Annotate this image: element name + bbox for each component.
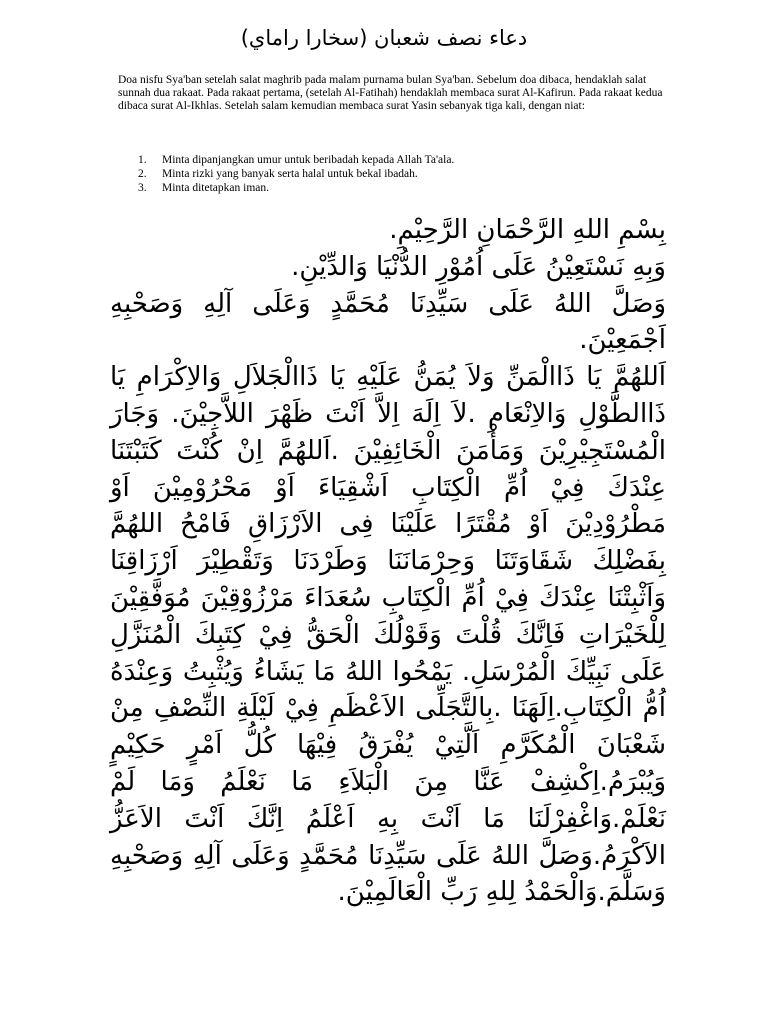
list-item-number: 3. xyxy=(138,182,147,194)
list-item-number: 2. xyxy=(138,168,147,180)
basmalah: بِسْمِ اللهِ الرَّحْمَانِ الرَّحِيْمِ. xyxy=(389,215,666,245)
list-item xyxy=(138,167,658,181)
intro-paragraph: Doa nisfu Sya'ban setelah salat maghrib pada malam purnama bulan Sya'ban. Sebelum doa dibaca, hendaklah salat sunnah dua rakaat. Pada rakaat pertama, (setelah Al-Fatihah) hendaklah membaca surat Al-Kafirun. Pada rakaat kedua dibaca surat Al-Ikhlas. Setelah salam kemudian membaca surat Yasin sebanyak tiga kali, dengan niat: xyxy=(118,74,663,113)
list-item-number: 1. xyxy=(138,154,147,166)
list-item-text: Minta ditetapkan iman. xyxy=(162,182,269,194)
list-item-text: Minta dipanjangkan umur untuk beribadah kepada Allah Ta'ala. xyxy=(162,154,455,166)
intentions-list xyxy=(138,153,658,195)
list-item xyxy=(138,181,658,195)
page-title: دعاء نصف شعبان (سخارا راماي) xyxy=(240,26,528,50)
arabic-prayer-text xyxy=(110,212,666,911)
list-item xyxy=(138,153,658,167)
list-item-text: Minta rizki yang banyak serta halal untuk bekal ibadah. xyxy=(162,168,418,180)
salawat: وَصَلَّ اللهُ عَلَى سَيِّدِنَا مُحَمَّدٍ وَعَلَى آلِهِ وَصَحْبِهِ اَجْمَعِيْنَ. xyxy=(110,288,666,356)
prayer-body: اَللهُمَّ يَا ذَاالْمَنِّ وَلاَ يُمَنُّ عَلَيْهِ يَا ذَاالْجَلاَلِ وَالاِكْرَامِ يَا ذَاالطَّوْلِ وَالاِنْعَامِ .لاَ اِلَهَ اِلاَّ اَنْتَ ظَهْرَ اللاَّجِيْنَ. وَجَارَ الْمُسْتَجِيْرِيْنَ وَمَأْمَنَ الْخَائِفِيْنَ .اَللهُمَّ اِنْ كُنْتَ كَتَبْتَنَا عِنْدَكَ فِيْ اُمِّ الْكِتَابِ اَشْقِيَاءَ اَوْ مَحْرُوْمِيْنَ اَوْ مَطْرُوْدِيْنَ اَوْ مُقْتَرًا عَلَيْنَا فِى الاَرْزَاقِ فَامْحُ اللهُمَّ بِفَضْلِكَ شَقَاوَتَنَا وَحِرْمَانَنَا وَطَرْدَنَا وَتَقْطِيْرَ اَرْزَاقِنَا وَاَثْبِتْنَا عِنْدَكَ فِيْ اُمِّ الْكِتَابِ سُعَدَاءَ مَرْزُوْقِيْنَ مُوَفَّقِيْنَ لِلْخَيْرَاتِ فَاِنَّكَ قُلْتَ وَقَوْلُكَ الْحَقُّ فِيْ كِتَبِكَ الْمُنَزَّلِ عَلَى نَبِيِّكَ الْمُرْسَلِ. يَمْحُوا اللهُ مَا يَشَاءُ وَيُثْبِتُ وَعِنْدَهُ اُمُّ الْكِتَابِ.اِلَهَنَا .بِالتَّجَلِّى الاَعْظَمِ فِيْ لَيْلَةِ النِّصْفِ مِنْ شَعْبَانَ الْمُكَرَّمِ اَلَّتِيْ يُفْرَقُ فِيْهَا كُلُّ اَمْرٍ حَكِيْمٍ وَيُبْرَمُ.اِكْشِفْ عَنَّا مِنَ الْبَلاَءِ مَا نَعْلَمُ وَمَا لَمْ نَعْلَمْ.وَاغْفِرْلَنَا مَا اَنْتَ بِهِ اَعْلَمُ اِنَّكَ اَنْتَ الاَعَزُّ الاَكْرَمُ.وَصَلَّ اللهُ عَلَى سَيِّدِنَا مُحَمَّدٍ وَعَلَى آلِهِ وَصَحْبِهِ وَسَلَّمَ.وَالْحَمْدُ لِلهِ رَبِّ الْعَالَمِيْنَ. xyxy=(110,362,666,908)
prayer-opening: وَبِهِ نَسْتَعِيْنُ عَلَى اُمُوْرِ الدُّنْيَا وَالدِّيْنِ. xyxy=(291,251,666,282)
